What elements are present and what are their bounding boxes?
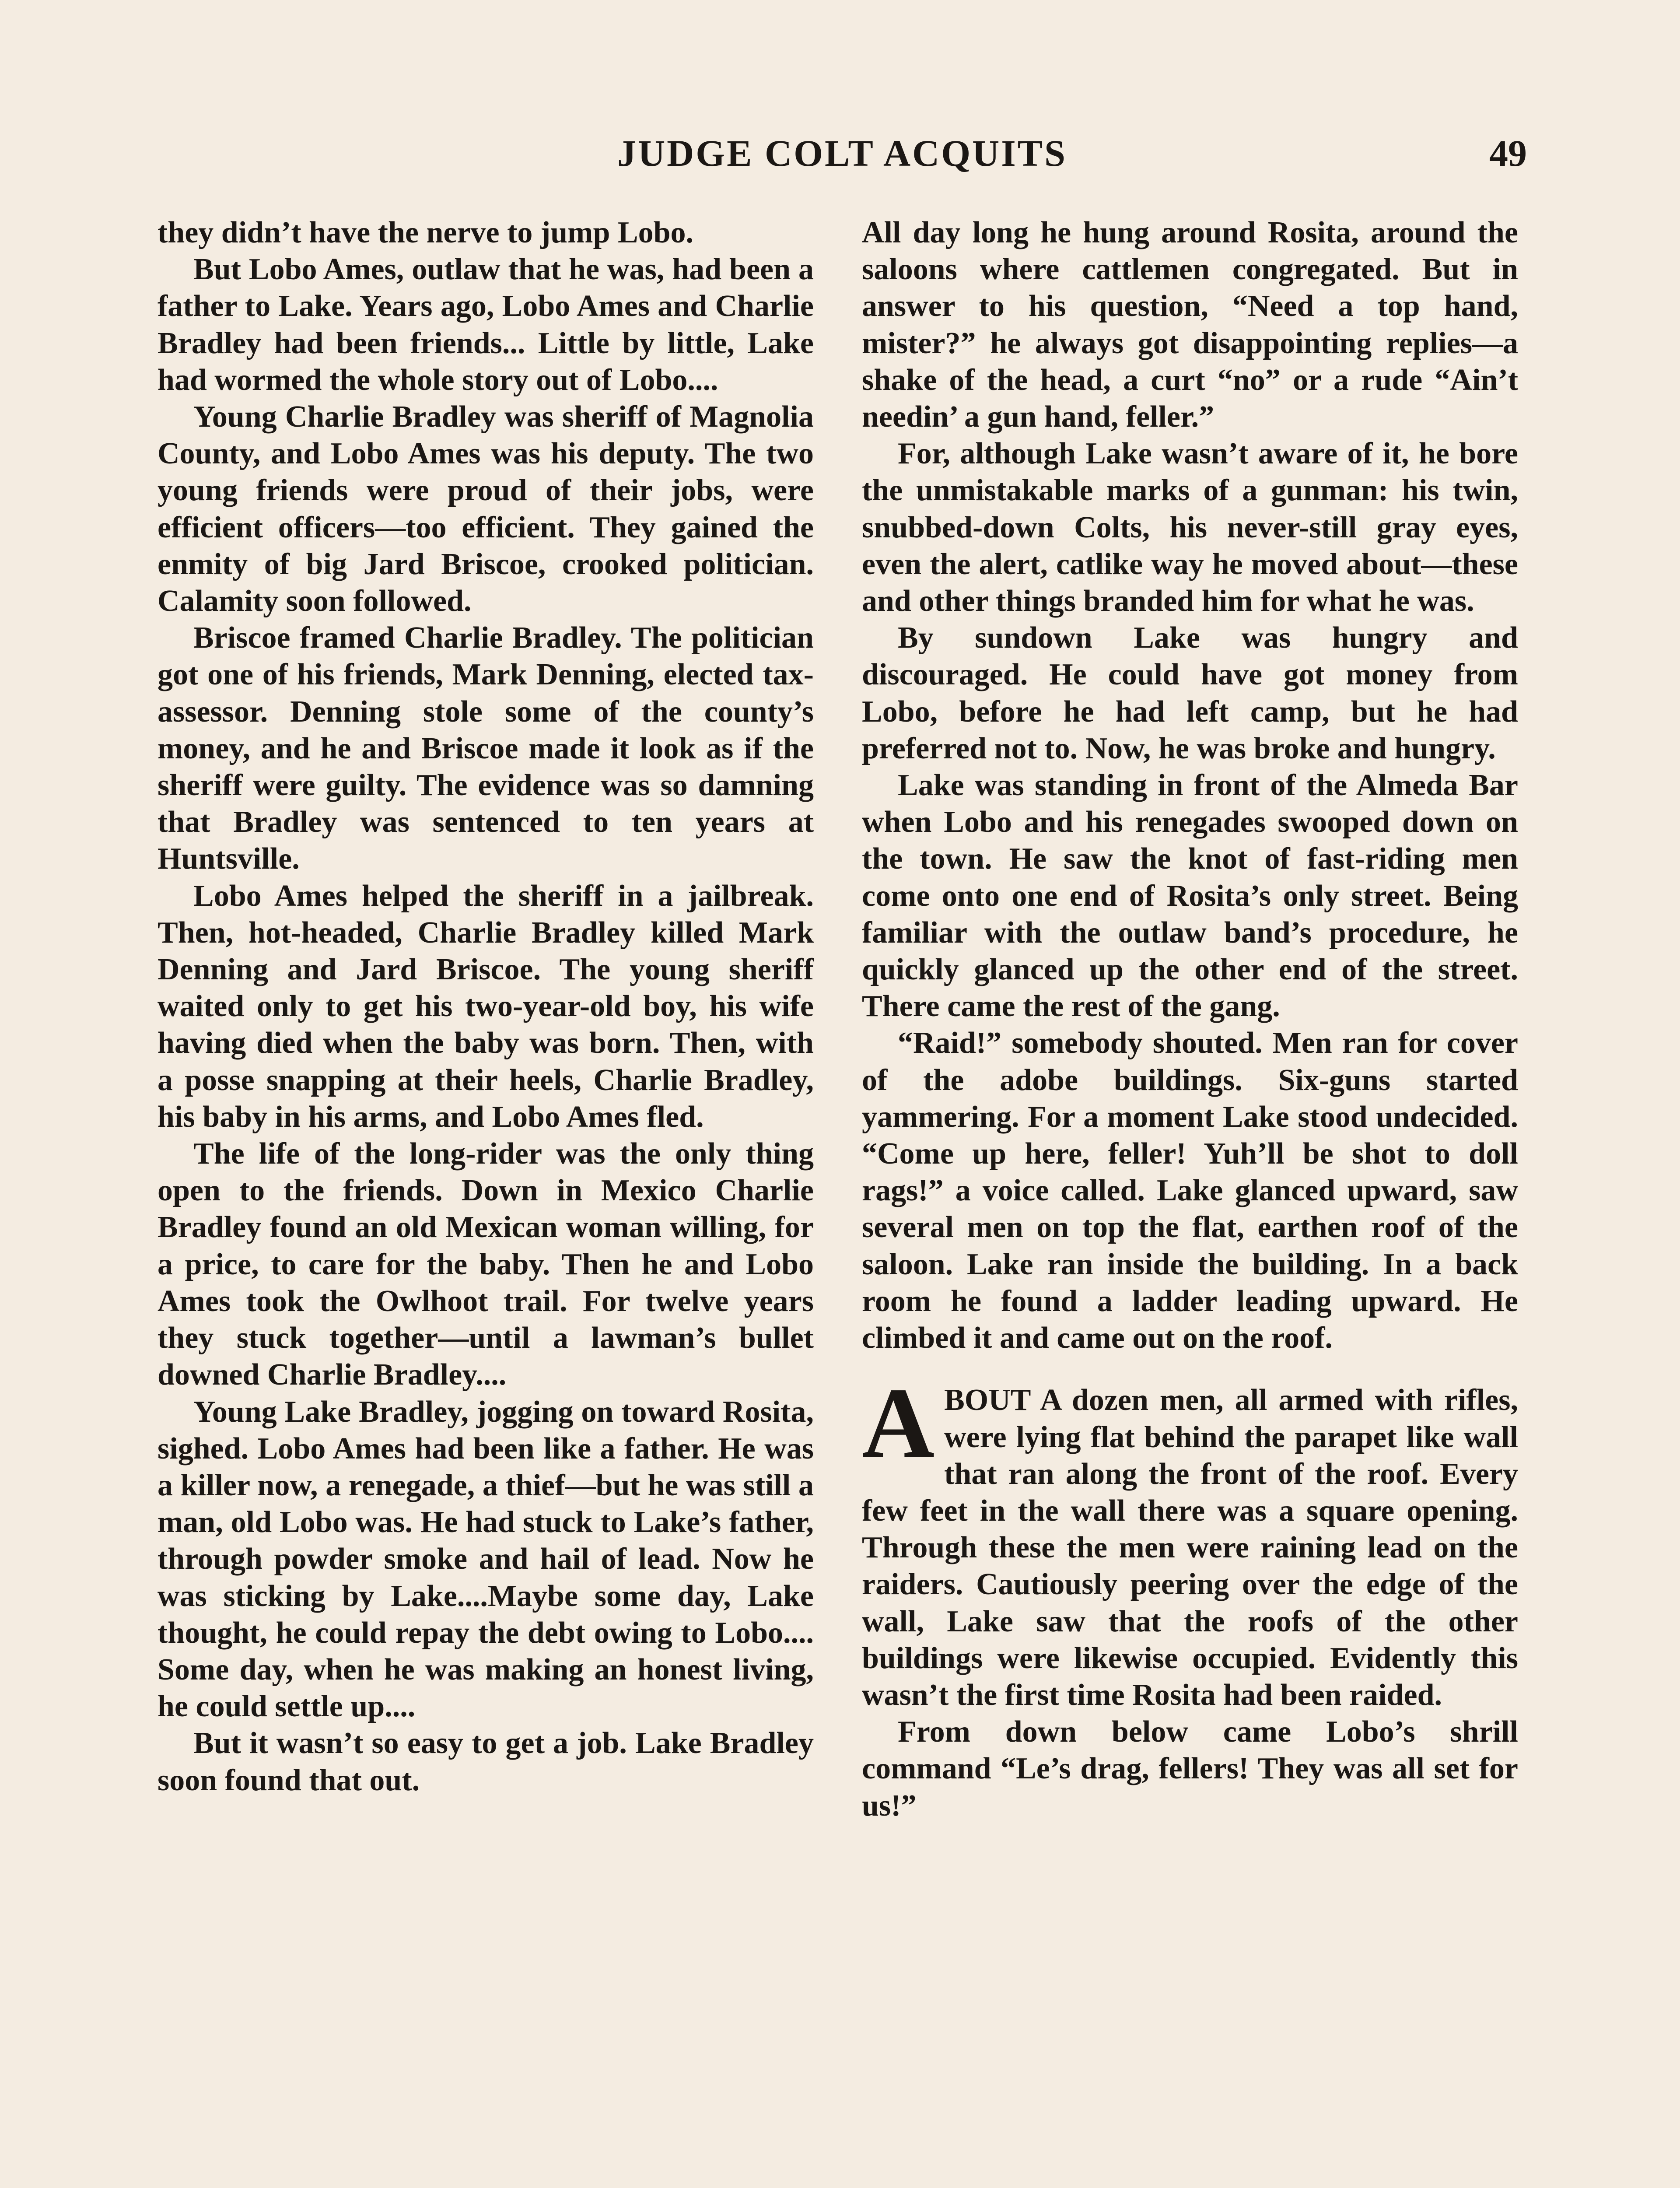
paragraph: But Lobo Ames, outlaw that he was, had been a father to Lake. Years ago, Lobo Ames and Charlie Bradley had been friends... Little by little, Lake had wormed the whole story out of Lobo.... (158, 252, 814, 397)
paragraph: For, although Lake wasn’t aware of it, he bore the unmistakable marks of a gunman: his twin, snubbed-down Colts, his never-still gray eyes, even the alert, catlike way he moved about—these and other things branded him for what he was. (862, 437, 1518, 618)
paragraph: Lake was standing in front of the Almeda Bar when Lobo and his renegades swooped down on the town. He saw the knot of fast-riding men come onto one end of Rosita’s only street. Being familiar with the outlaw band’s procedure, he quickly glanced up the other end of the street. There came the rest of the gang. (862, 768, 1518, 1024)
page-number: 49 (1489, 132, 1527, 174)
paragraph: The life of the long-rider was the only thing open to the friends. Down in Mexico Charlie Bradley found an old Mexican woman willing, for a price, to care for the baby. Then he and Lobo Ames took the Owlhoot trail. For twelve years they stuck together—until a lawman’s bullet downed Charlie Bradley.... (158, 1137, 814, 1392)
paragraph: Briscoe framed Charlie Bradley. The politician got one of his friends, Mark Denning, elected tax-assessor. Denning stole some of the county’s money, and he and Briscoe made it look as if the sheriff were guilty. The evidence was so damning that Bradley was sentenced to ten years at Huntsville. (158, 621, 814, 876)
paragraph: they didn’t have the nerve to jump Lobo. (158, 216, 694, 249)
paragraph: But it wasn’t so easy to get a job. Lake Bradley soon found that out. (158, 1726, 814, 1797)
section-break-paragraph (862, 1367, 1518, 1714)
drop-cap: A (862, 1367, 935, 1479)
running-title: JUDGE COLT ACQUITS (617, 132, 1067, 174)
running-head (158, 125, 1527, 182)
paragraph: “Raid!” somebody shouted. Men ran for cover of the adobe buildings. Six-guns started yammering. For a moment Lake stood undecided. “Come up here, feller! Yuh’ll be shot to doll rags!” a voice called. Lake glanced upward, saw several men on top the flat, earthen roof of the saloon. Lake ran inside the building. In a back room he found a ladder leading upward. He climbed it and came out on the roof. (862, 1026, 1518, 1355)
right-column (862, 214, 1518, 1824)
section-text: A dozen men, all armed with rifles, were lying flat behind the parapet like wall that ran along the front of the roof. Every few feet in the wall there was a square opening. Through these the men were raining lead on the raiders. Cautiously peering over the edge of the wall, Lake saw that the roofs of the other buildings were likewise occupied. Evidently this wasn’t the first time Rosita had been raided. (862, 1383, 1518, 1712)
paragraph: From down below came Lobo’s shrill command “Le’s drag, fellers! They was all set for us!” (862, 1715, 1518, 1823)
paragraph: Young Lake Bradley, jogging on toward Rosita, sighed. Lobo Ames had been like a father. He was a killer now, a renegade, a thief—but he was still a man, old Lobo was. He had stuck to Lake’s father, through powder smoke and hail of lead. Now he was sticking by Lake....Maybe some day, Lake thought, he could repay the debt owing to Lobo.... Some day, when he was making an honest living, he could settle up.... (158, 1395, 814, 1724)
lead-in: BOUT (944, 1383, 1031, 1417)
paragraph: Young Charlie Bradley was sheriff of Magnolia County, and Lobo Ames was his deputy. The two young friends were proud of their jobs, were efficient officers—too efficient. They gained the enmity of big Jard Briscoe, crooked politician. Calamity soon followed. (158, 400, 814, 618)
paragraph: By sundown Lake was hungry and discouraged. He could have got money from Lobo, before he had left camp, but he had preferred not to. Now, he was broke and hungry. (862, 621, 1518, 765)
paragraph: Lobo Ames helped the sheriff in a jailbreak. Then, hot-headed, Charlie Bradley killed Mark Denning and Jard Briscoe. The young sheriff waited only to get his two-year-old boy, his wife having died when the baby was born. Then, with a posse snapping at their heels, Charlie Bradley, his baby in his arms, and Lobo Ames fled. (158, 879, 814, 1134)
paragraph: All day long he hung around Rosita, around the saloons where cattlemen congregated. But in answer to his question, “Need a top hand, mister?” he always got disappointing replies—a shake of the head, a curt “no” or a rude “Ain’t needin’ a gun hand, feller.” (862, 216, 1518, 434)
left-column (158, 214, 814, 1799)
